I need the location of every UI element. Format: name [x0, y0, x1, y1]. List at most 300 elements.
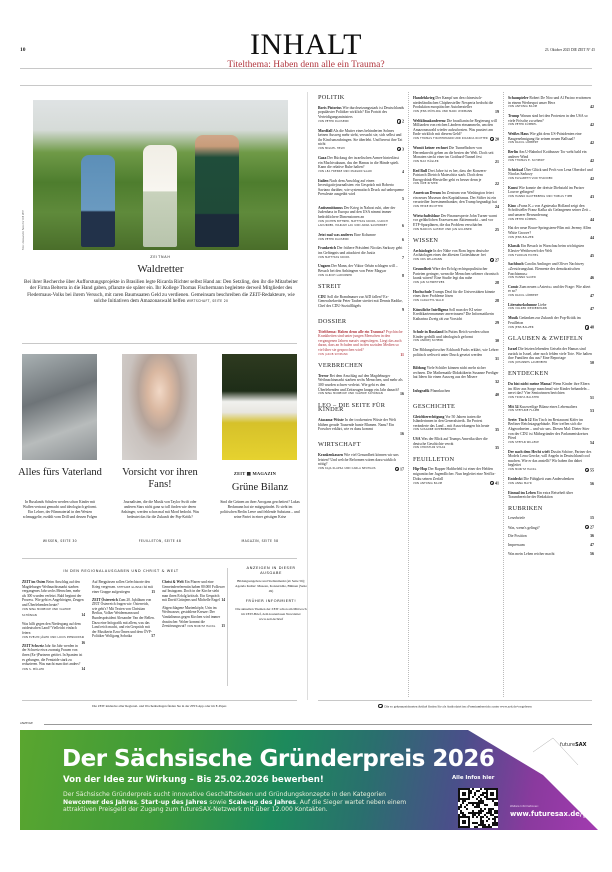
- toc-entry-title: Trump: [508, 113, 520, 118]
- qr-module: [486, 826, 488, 828]
- toc-entry[interactable]: [508, 226, 594, 240]
- toc-page-number: 56: [590, 550, 594, 556]
- subtitle-rule: [20, 85, 592, 86]
- regional-item[interactable]: ZEIT Schweiz Jahr für Jahr werden in der Schweiz etwa zwanzig Frauen von ihren (Ex-)Partnern getötet. In Spanien ist es gelungen, die Femizide stark zu reduzieren. Was macht man dort anders? VON S. MÜLLER 14: [22, 643, 85, 671]
- toc-entry-byline: VON ANNA MAYR: [508, 481, 532, 485]
- teaser-ref[interactable]: FEUILLETON, SEITE 48: [138, 539, 182, 543]
- qr-module: [482, 792, 484, 794]
- qr-module: [480, 822, 482, 824]
- toc-page-number: 19: [495, 108, 499, 114]
- qr-module: [476, 826, 478, 828]
- toc-entry-byline: VON URS WILLMANN: [413, 258, 443, 262]
- toc-entry-text: Der Bildungsforscher Eckhardt Fuchs erklärt, wie Lehrer politisch weltweit unter Druck gesetzt werden: [413, 348, 499, 357]
- qr-module: [478, 824, 480, 826]
- toc-entry-byline: VON STEFAN WILLEKE: [508, 440, 539, 444]
- qr-module: [490, 810, 492, 812]
- toc-entry-title: CDU: [318, 294, 327, 299]
- toc-entry[interactable]: [318, 264, 404, 278]
- qr-module: [482, 820, 484, 822]
- toc-entry-byline: VON NINA MONECKE UND VALERIE SCHÖNIAN: [318, 392, 383, 396]
- section-heading: WIRTSCHAFT: [318, 441, 361, 449]
- qr-module: [476, 806, 478, 808]
- toc-page-number: 42: [590, 140, 594, 146]
- divider: [22, 343, 297, 344]
- ads-text: Bildungsangebote und Stellenmarkt (ab Seite 56); Agenda Kultur: Museen, Konzertsäle, Bühnen (Seite 49): [235, 578, 307, 593]
- toc-entry[interactable]: [508, 516, 594, 521]
- toc-entry-text: Hat der neue Bruce-Springsteen-Film mit Jeremy Allen White Groove?: [508, 226, 592, 235]
- toc-entry[interactable]: [508, 534, 594, 539]
- toc-entry-text: Eine Kolumne: [353, 232, 376, 237]
- qr-module: [486, 816, 488, 818]
- qr-module: [460, 812, 462, 814]
- toc-entry[interactable]: [508, 405, 594, 414]
- toc-entry-title: Du bist nicht meine Mama!: [508, 381, 552, 386]
- qr-module: [458, 800, 460, 802]
- toc-entry-byline: VON JOHANNES LAUBMEIER: [508, 360, 548, 364]
- qr-module: [482, 810, 484, 812]
- toc-entry-text: Die letzten lebenden Geiseln der Hamas sind zurück in Israel, aber noch fehlen viele Tote. Wie halten ihre Familien das aus? Eine Reportage: [508, 346, 592, 361]
- audio-icon: [490, 137, 494, 141]
- toc-entry-text: Gedanken zur Zukunft der Pop-Kritik im Feuilleton: [508, 316, 581, 325]
- toc-entry-byline: VON JENS BALZER: [508, 235, 534, 239]
- qr-module: [464, 806, 466, 808]
- toc-entry[interactable]: [508, 303, 594, 312]
- toc-entry-title: Die Position: [508, 534, 527, 539]
- toc-entry-byline: VON PETER KÜMMEL: [508, 217, 537, 221]
- toc-entry-byline: VON JOCHEN BITTNER, MATTHIAS KRUPA, ULRICH LADURNER, MARIAM LAU UND ANNA SAUERBREY: [318, 219, 389, 228]
- toc-entry[interactable]: [508, 543, 594, 548]
- qr-module: [476, 790, 478, 792]
- qr-module: [480, 800, 482, 802]
- toc-entry-title: Schauspieler: [508, 96, 529, 100]
- toc-entry[interactable]: [508, 168, 594, 182]
- qr-module: [474, 814, 476, 816]
- toc-entry[interactable]: [508, 150, 594, 164]
- audio-icon: [585, 468, 589, 472]
- qr-module: [486, 804, 488, 806]
- toc-entry[interactable]: [318, 374, 404, 397]
- toc-entry-text: Kurzweilige Bilanz eines Lebensalters: [519, 404, 578, 409]
- toc-page-number: 5: [402, 196, 404, 202]
- toc-entry-byline: VON FLORIAN EICHEL: [508, 253, 539, 257]
- section-heading: WISSEN: [413, 237, 439, 245]
- toc-page-number: 32: [495, 378, 499, 384]
- toc-entry[interactable]: [508, 525, 594, 530]
- toc-entry[interactable]: [318, 453, 404, 472]
- audio-icon: [585, 325, 589, 329]
- qr-module: [494, 816, 496, 818]
- qr-module: [486, 820, 488, 822]
- toc-entry-text: In der Nähe von Rom legen deutsche Archäologen eines der ältesten Gotteshäuser frei: [413, 248, 489, 258]
- qr-module: [466, 808, 468, 810]
- qr-module: [490, 808, 492, 810]
- toc-entry-text: Der Finanzexperte John Turner warnt vor gefährlichen Exzessen am Aktienmarkt – und vor ETF-Sparplänen, die das Problem verschärfen: [413, 213, 497, 227]
- toc-page-number: 35: [495, 427, 499, 433]
- toc-entry[interactable]: [318, 106, 404, 125]
- person-figure: [143, 145, 177, 247]
- qr-module: [472, 812, 474, 814]
- toc-entry-byline: VON MIGUEL HELM: [318, 147, 345, 151]
- toc-entry[interactable]: [413, 308, 499, 326]
- qr-module: [470, 812, 472, 814]
- toc-entry-text: Wie gibt dem US-Präsidenten eine Baugenehmigung für seinen neuen Ballsaal?: [508, 131, 582, 141]
- qr-module: [486, 812, 488, 814]
- qr-module: [492, 814, 494, 816]
- toc-entry[interactable]: [508, 316, 594, 330]
- audio-icon: [378, 704, 382, 708]
- toc-entry-text: Nach dem Anschlag auf einen Investigativjournalisten: ein Gespräch mit Roberto Saviano darüber, wie systematisch Druck auf unbequeme Pressleute ausgeübt wird: [318, 178, 404, 197]
- qr-module: [458, 808, 460, 810]
- toc-entry-title: Wirtschaftsblase: [413, 213, 440, 218]
- teaser-headline[interactable]: Grüne Bilanz: [231, 482, 289, 493]
- toc-entry-byline: VON RAOUL LÖBBERT: [508, 294, 539, 298]
- newsletter-text[interactable]: Die aktuellen Themen der ZEIT schon am Mittwoch im ZEIT-Brief, dem kostenlosen Newsletter www.zeit.de/brief: [235, 606, 307, 621]
- toc-entry-text: Soll man der KI seine Kreditkartennummer anvertrauen? Die Informatikerin Katharina Zweig rät zur Vorsicht: [413, 307, 494, 321]
- toc-entry[interactable]: [318, 330, 404, 358]
- regional-heading: IN DEN REGIONALAUSGABEN UND CHRIST & WELT: [63, 569, 179, 573]
- toc-entry[interactable]: [508, 285, 594, 299]
- toc-entry-title: Infografik: [413, 388, 430, 393]
- toc-entry[interactable]: [508, 382, 594, 400]
- toc-entry[interactable]: [508, 262, 594, 280]
- qr-module: [480, 810, 482, 812]
- qr-module: [476, 804, 478, 806]
- qr-module: [480, 816, 482, 818]
- toc-entry-title: Comic: [508, 284, 519, 289]
- regional-item[interactable]: Abgeschlagene Marienköpfe, Urin im Weihwasser, gestohlene Kreuze: Der Vandalismus gegen Kirchen wird immer drastischer. Woher kommt die Zerstörungswut? VON MORITZ HACKL 15: [162, 605, 225, 629]
- toc-entry-byline: VON MARCUS GATZKE UND JAN GULDNER: [413, 227, 472, 231]
- toc-entry-title: Musik: [508, 316, 519, 321]
- toc-entry-title: Gesundheit: [413, 267, 432, 272]
- qr-module: [494, 824, 496, 826]
- toc-entry-byline: VON TRISHA BALSTER: [508, 395, 540, 399]
- qr-module: [480, 808, 482, 810]
- toc-page-number: 42: [590, 104, 594, 110]
- toc-entry-byline: VON ELISABETH VON THADDEN: [508, 177, 553, 181]
- toc-entry-title: Gaza: [318, 156, 327, 161]
- toc-page-number: 22: [495, 181, 499, 187]
- section-heading: ENTDECKEN: [508, 370, 549, 378]
- toc-entry[interactable]: [318, 156, 404, 174]
- toc-entry-title: Leserbriefe: [508, 516, 526, 521]
- toc-entry-byline: VON STEFANIE FLAMM: [508, 409, 540, 413]
- toc-page-number: 17: [395, 467, 404, 472]
- toc-entry[interactable]: [413, 267, 499, 285]
- qr-module: [470, 790, 472, 792]
- regional-item[interactable]: Auf Bergpässen sollen Gefechtsorte den Krieg vergessen. STEFANIE GLINSKI ist mit einer Gruppe aufgestiegen 15: [92, 580, 155, 595]
- qr-module: [478, 796, 480, 798]
- qr-module: [484, 826, 486, 828]
- ad-info-label: Alle Infos hier: [452, 775, 495, 781]
- toc-page-number: 53: [590, 408, 594, 414]
- toc-entry-text: Die Tunnelbohrer von Herrenknecht gehen an die besten der Welt. Doch seit Monaten steckt einer im Gotthard-Tunnel fest: [413, 146, 494, 160]
- toc-page-number: 8: [402, 272, 404, 278]
- qr-module: [484, 824, 486, 826]
- qr-module: [460, 810, 462, 812]
- toc-entry-byline: VON JENS BALZER: [508, 325, 534, 329]
- toc-entry[interactable]: [413, 348, 499, 362]
- teaser-text: In Russlands Schulen werden schon Kinder mit Waffen vertraut gemacht und ideologisch geformt. Ein Lehrer, der Filmmaterial in den Westen schmuggelte, erzählt vom Drill und dessen Folgen: [22, 500, 98, 519]
- qr-module: [478, 802, 480, 804]
- toc-page-number: 9: [402, 307, 404, 313]
- qr-module: [478, 812, 480, 814]
- toc-entry-text: Was der Blick auf Trumps Amerika über die deutsche Geschichte verrät: [413, 437, 488, 446]
- divider: [22, 558, 297, 559]
- toc-entry-title: Literaturkolumne: [508, 302, 537, 307]
- toc-entry[interactable]: [508, 552, 594, 557]
- toc-page-number: 46: [590, 275, 594, 281]
- qr-module: [474, 826, 476, 828]
- teaser-photo-3[interactable]: [222, 354, 297, 460]
- teaser-text: Journalisten, die die Musik von Taylor Swift oder anderen Stars nicht ganz so toll finden wie deren Anhänger, werden schon mal mit Mord bedroht. Was bedeutet das für die Zukunft der Pop-Kritik?: [120, 500, 200, 519]
- toc-entry-title: Sachbuch: [508, 262, 524, 267]
- toc-entry-title: Impressum: [508, 543, 525, 548]
- toc-page-number: 24: [495, 204, 499, 210]
- toc-entry[interactable]: [413, 330, 499, 344]
- audio-icon: [395, 467, 399, 471]
- qr-module: [492, 808, 494, 810]
- toc-entry-title: Was, wenn's gelingt?: [508, 525, 540, 530]
- toc-entry[interactable]: [318, 295, 404, 313]
- toc-entry[interactable]: [413, 366, 499, 384]
- toc-entry-text: Ein Besuch in Warschau beim wichtigsten Klavier-Wettbewerb der Welt: [508, 244, 585, 253]
- toc-entry-title: Frankreich: [318, 246, 337, 251]
- regional-item[interactable]: ZEIT Österreich Zum 20. Jubiläum von ZEIT Österreich fragen wir: Österreich, wie geht's? Mit Texten von Christian Berlias, Volker Weidermann und Bundespräsident Alexander Van der Bellen. Dazu eine Infografik mit allem, was das Land reich macht, und ein Gespräch mit der Musikerin Ezra Ömen und dem ÖVP-Politiker Wolfgang Sobotka 57: [92, 597, 155, 639]
- page-number: 10: [20, 47, 26, 53]
- qr-module: [484, 814, 486, 816]
- qr-module: [494, 804, 496, 806]
- lead-body: Bei ihrer Recherche über Aufforstungsprojekte in Brasilien legte Ricarda Richter selbst Hand an: Den Setzling, den ihr die Mitarbeiter der Firma Belterra in die Hand gaben, pflanzte sie später ein. Ihr Kollege Thomas Fischermann begleitete derweil Mitglieder des Fledermaus-Volks bei ihrem Versuch, mit raren Baumsaaten Geld zu verdienen. Gemeinsam beschreiben die ZEIT-Redakteure, wie solche Initiativen dem Amazonaswald helfen: [24, 279, 298, 305]
- toc-page-number: 2: [397, 119, 404, 124]
- section-heading: GESCHICHTE: [413, 402, 456, 410]
- qr-finder-center: [490, 792, 494, 796]
- toc-entry-byline: VON KAJA KLAPSA UND CARLA NEUHAUS: [318, 467, 376, 471]
- qr-finder-center: [462, 792, 466, 796]
- qr-module: [472, 804, 474, 806]
- toc-entry[interactable]: [318, 179, 404, 202]
- toc-entry[interactable]: [508, 204, 594, 222]
- toc-entry[interactable]: [413, 290, 499, 304]
- teaser-ref[interactable]: WISSEN, SEITE 30: [42, 539, 78, 543]
- zeit-magazin-logo: ZEIT ▦ MAGAZIN: [233, 471, 277, 476]
- toc-entry[interactable]: [508, 347, 594, 365]
- toc-entry-title: Serie: Tisch 12: [508, 417, 532, 422]
- toc-page-number: 15: [590, 515, 594, 521]
- toc-entry[interactable]: [413, 389, 499, 398]
- toc-entry-text: Der Rapper Haftbefehl ist einer der Helden migrantischer Jugendlicher. Nun begleitet eine Netflix-Doku seinen Zerfall: [413, 467, 496, 481]
- toc-page-number: 35: [495, 445, 499, 451]
- qr-module: [462, 800, 464, 802]
- qr-module: [472, 814, 474, 816]
- qr-code: [458, 788, 498, 828]
- qr-module: [470, 792, 472, 794]
- toc-entry[interactable]: [318, 129, 404, 152]
- lead-headline[interactable]: Waldretter: [137, 263, 184, 275]
- toc-entry[interactable]: [318, 206, 404, 229]
- toc-entry-byline: VON JAKOB SIMMANK: [318, 352, 348, 356]
- toc-entry[interactable]: [413, 249, 499, 263]
- toc-page-number: 42: [590, 122, 594, 128]
- qr-module: [490, 812, 492, 814]
- teaser-headline[interactable]: Vorsicht vor ihren Fans!: [122, 467, 198, 490]
- qr-module: [488, 826, 490, 828]
- toc-entry-title: Der nach dem Hecht wirft: [508, 449, 550, 454]
- toc-entry-byline: VON THOMAS FISCHERMANN UND RICARDA RICHTER: [413, 137, 488, 141]
- section-heading: LEO – DIE SEITE FÜR KINDER: [318, 401, 386, 414]
- qr-module: [480, 818, 482, 820]
- qr-module: [474, 812, 476, 814]
- toc-entry-byline: VON ANTONIA BAUM: [508, 105, 538, 109]
- toc-entry[interactable]: [508, 244, 594, 258]
- qr-module: [496, 802, 498, 804]
- toc-page-number: 27: [585, 525, 594, 530]
- qr-module: [476, 812, 478, 814]
- toc-entry-text: Warum sind bei den Protesten in den USA so viele Frösche zu sehen?: [508, 113, 588, 123]
- toc-page-number: 41: [490, 481, 499, 486]
- toc-entry[interactable]: [318, 418, 404, 436]
- toc-entry-text: Trumps Deal für die Universitäten könnte eines ihrer Probleme lösen: [413, 289, 496, 299]
- toc-entry-byline: VON UWE RITZER: [413, 182, 438, 186]
- audio-icon: [490, 258, 494, 262]
- qr-module: [480, 820, 482, 822]
- toc-entry[interactable]: [413, 191, 499, 209]
- toc-entry[interactable]: [508, 186, 594, 200]
- ad-banner[interactable]: [20, 730, 598, 830]
- teaser-photo-1[interactable]: [22, 354, 97, 460]
- toc-entry-text: Über Glück und Pech von Lena Oberdorf und Nicolas Sarkozy: [508, 167, 593, 177]
- toc-entry-title: Mordfall: [318, 128, 333, 133]
- qr-module: [462, 802, 464, 804]
- toc-page-number: 25: [495, 226, 499, 232]
- toc-entry[interactable]: [508, 477, 594, 486]
- ad-label: ANZEIGE: [20, 722, 33, 725]
- toc-page-number: 48: [585, 325, 594, 330]
- toc-entry[interactable]: [318, 246, 404, 260]
- toc-entry-title: Gleichberechtigung: [413, 414, 445, 419]
- qr-module: [490, 814, 492, 816]
- regional-item[interactable]: ZEIT im Osten Beim Anschlag auf den Magdeburger Weihnachtsmarkt starben vergangenes Jahr sechs Menschen, mehr als 300 wurden verletzt. Bald beginnt der Prozess. Wie geht es Angehörigen, Zeugen und Überlebenden heute? VON NINA MONECKE UND VALERIE SCHÖNIAN 14: [22, 580, 85, 617]
- ad-more-info-label: Weitere Informationen:: [510, 805, 539, 808]
- toc-entry[interactable]: [413, 437, 499, 451]
- qr-module: [476, 798, 478, 800]
- teaser-headline[interactable]: Alles fürs Vaterland: [18, 467, 102, 478]
- toc-page-number: 28: [495, 297, 499, 303]
- column-rule: [307, 92, 308, 700]
- toc-entry-text: In der trockensten Wüste der Welt blühen gerade Tausende bunte Blumen. Nanu? Ein Forscher erklärt, wie es dazu kommt: [318, 417, 396, 432]
- toc-entry-title: Einmal im Leben: [508, 490, 536, 495]
- footnote-audio-text: Die so gekennzeichneten Artikel finden Sie als Audiodatei im »Premiumbereich« unter www.zeit.de/vorgelesen: [384, 704, 532, 709]
- audio-icon: [490, 481, 494, 485]
- qr-module: [482, 824, 484, 826]
- toc-entry[interactable]: [413, 146, 499, 164]
- toc-entry[interactable]: [508, 96, 594, 110]
- qr-finder-center: [462, 820, 466, 824]
- toc-page-number: 31: [495, 356, 499, 362]
- qr-code-icon[interactable]: [458, 788, 498, 828]
- toc-page-number: 4: [402, 168, 404, 174]
- toc-page-number: 47: [590, 293, 594, 299]
- toc-page-number: 3: [397, 147, 404, 152]
- qr-module: [460, 804, 462, 806]
- toc-entry-title: Berlin: [508, 149, 518, 154]
- toc-entry-title: American Dream: [413, 191, 441, 196]
- toc-entry-text: Wie viel Gesundheit können wir uns leisten? Und welche Reformen wären dazu wirklich nötig?: [318, 452, 399, 467]
- qr-module: [474, 794, 476, 796]
- toc-entry-text: Die Fähigkeit zum Andersdenken: [523, 477, 574, 482]
- toc-entry-title: Kunst: [508, 185, 518, 190]
- toc-entry-title: Antisemitismus: [318, 205, 343, 210]
- toc-entry[interactable]: [318, 233, 404, 242]
- toc-entry[interactable]: [413, 169, 499, 187]
- qr-module: [492, 824, 494, 826]
- qr-module: [462, 814, 464, 816]
- toc-entry-byline: VON CARLOTTA WALD: [413, 298, 444, 302]
- regional-item[interactable]: Was hilft gegen den Niedergang auf dem ostdeutschen Land? Vielleicht einfach feiern VON EVELYN JÄGER UND LOUIS PIENKOWSKI 16: [22, 621, 85, 645]
- toc-entry[interactable]: [508, 132, 594, 146]
- toc-page-number: 55: [585, 468, 594, 473]
- toc-entry-byline: VON PETER DAUSEND: [318, 119, 349, 123]
- ad-rule: [44, 724, 592, 725]
- toc-entry[interactable]: [413, 415, 499, 433]
- qr-module: [464, 814, 466, 816]
- toc-entry[interactable]: [413, 467, 499, 486]
- toc-page-number: 11: [400, 351, 404, 357]
- toc-entry[interactable]: [508, 450, 594, 473]
- qr-module: [480, 812, 482, 814]
- regional-item[interactable]: Christ & Welt Ein Pfarrer und eine Gemeindereferentin haben 80.000 Follower auf Instagram. Doch in der Kirche sieht man ihren Erfolg kritisch. Ein Gespräch mit David Grünjens und Michelle Engel 14: [162, 580, 225, 603]
- teaser-photo-2[interactable]: [122, 354, 197, 460]
- toc-entry[interactable]: [508, 418, 594, 446]
- ads-heading: ANZEIGEN IN DIESER AUSGABE: [246, 565, 296, 576]
- qr-module: [494, 822, 496, 824]
- toc-entry-title: Hip-Hop: [413, 467, 428, 472]
- lead-photo[interactable]: [33, 100, 288, 250]
- toc-entry[interactable]: [413, 96, 499, 114]
- toc-entry-text: Im Zentrum von Washington feiert ein neues Museum den Kapitalismus. Der Stifter ist ein verurteilter Investmentbanker, den Trump begnadigt hat: [413, 191, 497, 205]
- qr-module: [478, 806, 480, 808]
- toc-entry[interactable]: [413, 119, 499, 142]
- toc-entry-byline: VON MORITZ HACKL: [508, 468, 537, 472]
- toc-entry-title: Entdeckt: [508, 477, 523, 482]
- qr-module: [482, 802, 484, 804]
- toc-entry-text: Psychische Krankheiten sind unter jungen Menschen in den vergangenen Jahren massiv angestiegen. Liegt das auch daran, dass an Schulen und in den sozialen Medien so viel über sie gesprochen wird?: [318, 329, 403, 353]
- qr-module: [488, 808, 490, 810]
- toc-entry[interactable]: [508, 491, 594, 500]
- toc-entry-text: Bei dem Anschlag auf den Magdeburger Weihnachtsmarkt starben sechs Menschen, und mehr als 300 wurden schwer verletzt. Wie geht es den Überlebenden und Zeitzeugen knapp ein Jahr danach?: [318, 373, 403, 392]
- ad-title: Der Sächsische Gründerpreis 2026: [62, 746, 495, 772]
- toc-page-number: 16: [400, 391, 404, 397]
- lead-ref[interactable]: WIRTSCHAFT, SEITE 20: [186, 299, 229, 304]
- toc-entry[interactable]: [508, 114, 594, 128]
- qr-module: [466, 804, 468, 806]
- toc-entry-text: Robert De Niro und Al Pacino erwärmen in einem Werbespot unser Herz: [508, 96, 591, 105]
- toc-page-number: 16: [400, 430, 404, 436]
- qr-module: [478, 790, 480, 792]
- audio-icon: [397, 147, 401, 151]
- qr-module: [496, 812, 498, 814]
- divider: [22, 700, 297, 701]
- teaser-ref[interactable]: MAGAZIN, SEITE 58: [241, 539, 279, 543]
- ad-url-link[interactable]: www.futuresax.de/gp: [510, 810, 593, 818]
- toc-page-number: 42: [590, 158, 594, 164]
- toc-entry[interactable]: [413, 214, 499, 232]
- toc-entry-text: Wie konnte der dreiste Diebstahl im Pariser Louvre gelingen?: [508, 185, 585, 195]
- qr-module: [482, 826, 484, 828]
- toc-entry-title: USA: [413, 437, 421, 442]
- qr-module: [484, 788, 486, 790]
- footnote-audio: [318, 704, 592, 708]
- qr-module: [480, 798, 482, 800]
